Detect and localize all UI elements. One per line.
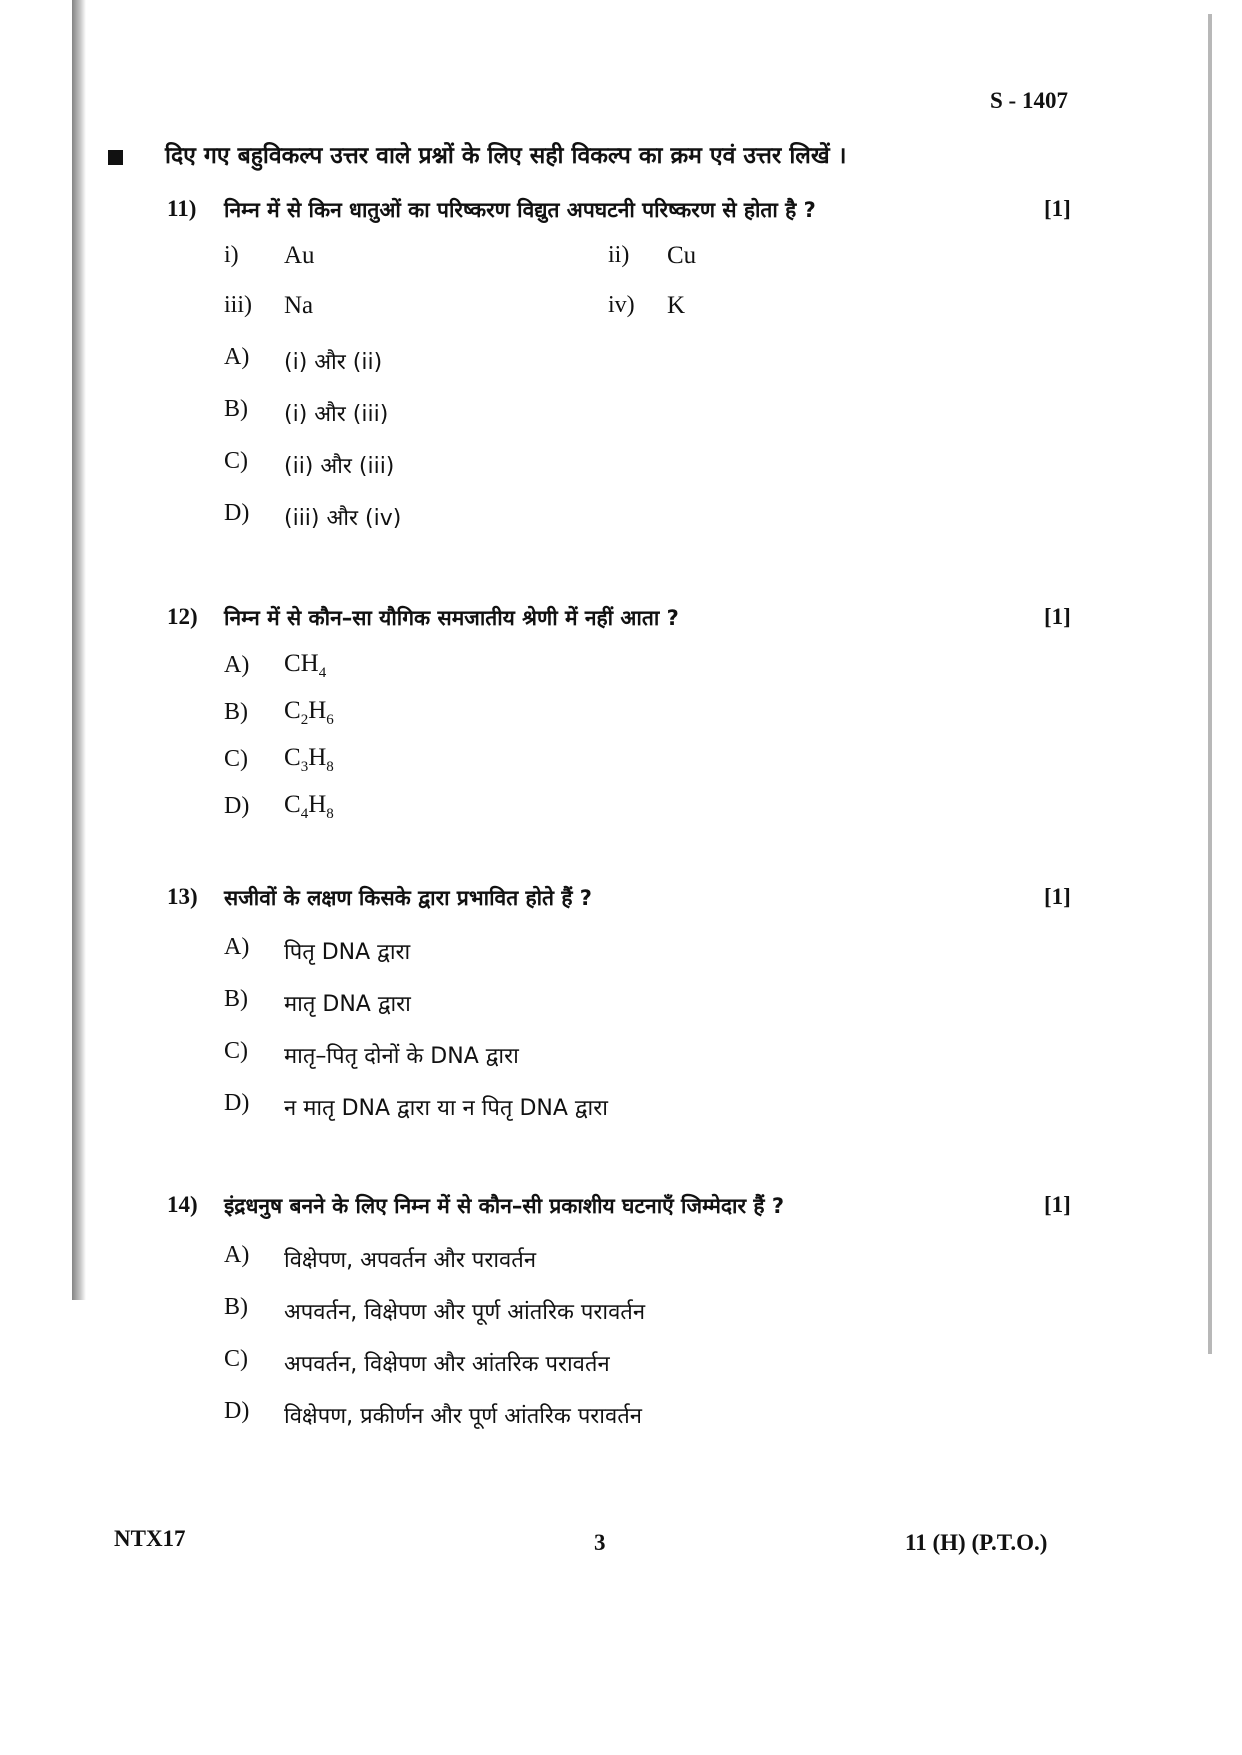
q11-text: निम्न में से किन धातुओं का परिष्करण विद्युत अपघटनी परिष्करण से होता है ? (224, 198, 816, 222)
q12-text: निम्न में से कौन–सा यौगिक समजातीय श्रेणी में नहीं आता ? (224, 606, 679, 630)
q14-option-label: C) (224, 1346, 248, 1372)
q11-item-text: Cu (667, 242, 697, 269)
q13-text: सजीवों के लक्षण किसके द्वारा प्रभावित होते हैं ? (224, 886, 592, 910)
q11-option-text: (i) और (ii) (284, 350, 383, 375)
q13-option-text: मातृ DNA द्वारा (284, 992, 411, 1017)
q12-option-label: D) (224, 793, 250, 819)
q14-marks: [1] (1044, 1192, 1071, 1217)
q13-option-text: मातृ–पितृ दोनों के DNA द्वारा (284, 1044, 519, 1069)
q11-option-text: (ii) और (iii) (284, 454, 395, 479)
q14-option-text: अपवर्तन, विक्षेपण और पूर्ण आंतरिक परावर्तन (284, 1300, 646, 1325)
section-instruction: दिए गए बहुविकल्प उत्तर वाले प्रश्नों के लिए सही विकल्प का क्रम एवं उत्तर लिखें । (165, 143, 847, 169)
q11-option-label: A) (224, 344, 250, 370)
q14-option-text: विक्षेपण, प्रकीर्णन और पूर्ण आंतरिक परावर्तन (284, 1404, 642, 1429)
q14-option-text: अपवर्तन, विक्षेपण और आंतरिक परावर्तन (284, 1352, 610, 1377)
q14-text: इंद्रधनुष बनने के लिए निम्न में से कौन–सी प्रकाशीय घटनाएँ जिम्मेदार हैं ? (224, 1194, 785, 1218)
q12-option-formula: $CH_4$ (284, 650, 327, 681)
footer-code: NTX17 (114, 1526, 186, 1551)
q11-option-label: B) (224, 396, 248, 422)
scan-edge-right (1208, 14, 1212, 1354)
q11-option-text: (i) और (iii) (284, 402, 389, 427)
q11-option-label: D) (224, 500, 250, 526)
q11-item-text: Na (284, 292, 314, 319)
paper-code: S - 1407 (990, 88, 1068, 113)
q11-item-text: Au (284, 242, 315, 269)
q11-item-label: i) (224, 242, 239, 268)
q14-option-label: D) (224, 1398, 250, 1424)
q13-option-text: पितृ DNA द्वारा (284, 940, 411, 965)
q13-number: 13) (167, 884, 198, 909)
q11-item-label: iv) (608, 292, 635, 318)
q11-option-label: C) (224, 448, 248, 474)
q14-number: 14) (167, 1192, 198, 1217)
q11-item-text: K (667, 292, 686, 319)
footer-pto: 11 (H) (P.T.O.) (905, 1530, 1048, 1555)
q11-number: 11) (167, 196, 197, 221)
scan-edge-shadow (72, 0, 86, 1300)
q13-option-label: A) (224, 934, 250, 960)
q13-marks: [1] (1044, 884, 1071, 909)
q12-number: 12) (167, 604, 198, 629)
q13-option-text: न मातृ DNA द्वारा या न पितृ DNA द्वारा (284, 1096, 608, 1121)
q13-option-label: D) (224, 1090, 250, 1116)
bullet-square-icon (108, 150, 123, 165)
q12-marks: [1] (1044, 604, 1071, 629)
q14-option-text: विक्षेपण, अपवर्तन और परावर्तन (284, 1248, 537, 1273)
q11-option-text: (iii) और (iv) (284, 506, 402, 531)
q12-option-label: A) (224, 652, 250, 678)
q11-marks: [1] (1044, 196, 1071, 221)
q12-option-formula: $C_3H_8$ (284, 744, 334, 775)
q13-option-label: B) (224, 986, 248, 1012)
page-number: 3 (594, 1530, 606, 1555)
q14-option-label: A) (224, 1242, 250, 1268)
q14-option-label: B) (224, 1294, 248, 1320)
q11-item-label: ii) (608, 242, 630, 268)
q11-item-label: iii) (224, 292, 252, 318)
q12-option-label: B) (224, 699, 248, 725)
q12-option-formula: $C_4H_8$ (284, 791, 334, 822)
q13-option-label: C) (224, 1038, 248, 1064)
q12-option-label: C) (224, 746, 248, 772)
q12-option-formula: $C_2H_6$ (284, 697, 334, 728)
